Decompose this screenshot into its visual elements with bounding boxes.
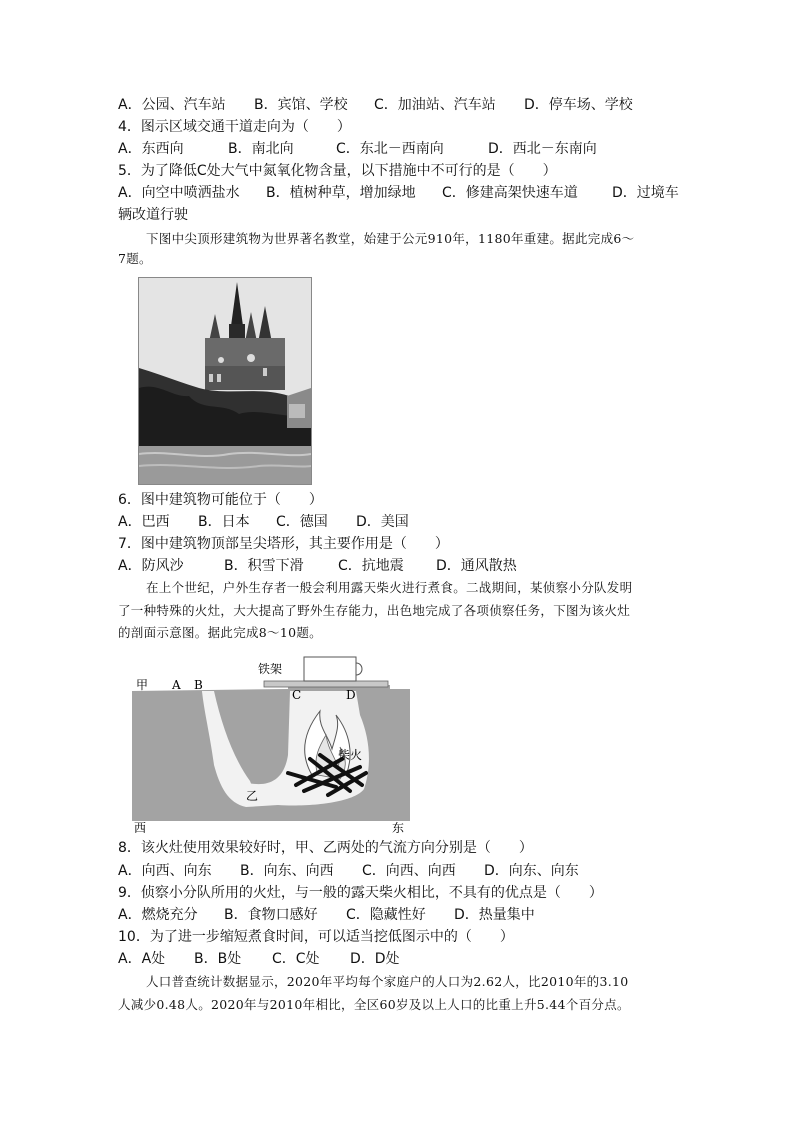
q7-option-a: A．防风沙 bbox=[118, 558, 184, 574]
q6-option-b: B．日本 bbox=[198, 514, 250, 530]
q10-option-c: C．C处 bbox=[272, 951, 320, 967]
q5-stem: 5．为了降低C处大气中氮氧化物含量，以下措施中不可行的是（ ） bbox=[118, 163, 557, 179]
q5-option-d-cont: 辆改道行驶 bbox=[118, 207, 188, 223]
q8-option-d: D．向东、向东 bbox=[484, 863, 579, 879]
q8-option-a: A．向西、向东 bbox=[118, 863, 212, 879]
intro-8-10-line2: 了一种特殊的火灶，大大提高了野外生存能力，出色地完成了各项侦察任务，下图为该火灶 bbox=[118, 603, 631, 618]
q5-option-d: D．过境车 bbox=[612, 185, 679, 201]
q9-option-c: C．隐藏性好 bbox=[346, 907, 426, 923]
q4-options bbox=[118, 139, 597, 159]
q5-option-c: C．修建高架快速车道 bbox=[442, 185, 578, 201]
q6-option-a: A．巴西 bbox=[118, 514, 170, 530]
intro-8-10-line3: 的剖面示意图。据此完成8～10题。 bbox=[118, 625, 322, 640]
q9-stem: 9．侦察小分队所用的火灶，与一般的露天柴火相比，不具有的优点是（ ） bbox=[118, 885, 603, 901]
intro-6-7-line2: 7题。 bbox=[118, 251, 152, 266]
label-a: A bbox=[172, 678, 181, 692]
q10-stem: 10．为了进一步缩短煮食时间，可以适当挖低图示中的（ ） bbox=[118, 929, 514, 945]
intro-census-line1: 人口普查统计数据显示，2020年平均每个家庭户的人口为2.62人，比2010年的3.10 bbox=[146, 974, 629, 989]
q4-stem: 4．图示区域交通干道走向为（ ） bbox=[118, 119, 351, 135]
stove-cross-section-diagram bbox=[128, 655, 413, 835]
intro-6-7-line1: 下图中尖顶形建筑物为世界著名教堂，始建于公元910年，1180年重建。据此完成6～ bbox=[146, 231, 635, 246]
q6-option-d: D．美国 bbox=[356, 514, 409, 530]
q3-options bbox=[118, 95, 633, 115]
q8-stem: 8．该火灶使用效果较好时，甲、乙两处的气流方向分别是（ ） bbox=[118, 840, 533, 856]
q4-option-a: A．东西向 bbox=[118, 141, 184, 157]
label-jia: 甲 bbox=[136, 678, 149, 692]
q6-stem: 6．图中建筑物可能位于（ ） bbox=[118, 492, 323, 508]
q6-options bbox=[118, 512, 409, 532]
q8-options bbox=[118, 861, 579, 881]
q10-options bbox=[118, 949, 400, 969]
q7-stem: 7．图中建筑物顶部呈尖塔形，其主要作用是（ ） bbox=[118, 536, 449, 552]
label-yi: 乙 bbox=[246, 789, 259, 803]
q10-option-b: B．B处 bbox=[194, 951, 242, 967]
label-c: C bbox=[292, 688, 302, 702]
q6-option-c: C．德国 bbox=[276, 514, 328, 530]
q3-option-a: A．公园、汽车站 bbox=[118, 97, 226, 113]
label-b: B bbox=[194, 678, 203, 692]
q4-option-d: D．西北－东南向 bbox=[488, 141, 597, 157]
q3-option-d: D．停车场、学校 bbox=[524, 97, 633, 113]
label-east: 东 bbox=[392, 821, 405, 835]
q9-option-a: A．燃烧充分 bbox=[118, 907, 198, 923]
label-west: 西 bbox=[134, 821, 147, 835]
label-d: D bbox=[346, 688, 356, 702]
q5-option-a: A．向空中喷洒盐水 bbox=[118, 185, 240, 201]
label-fire: 柴火 bbox=[338, 748, 363, 762]
q4-option-c: C．东北－西南向 bbox=[336, 141, 444, 157]
q3-option-c: C．加油站、汽车站 bbox=[374, 97, 496, 113]
cathedral-photo bbox=[138, 277, 312, 485]
q3-option-b: B．宾馆、学校 bbox=[254, 97, 348, 113]
q8-option-c: C．向西、向西 bbox=[362, 863, 456, 879]
intro-8-10-line1: 在上个世纪，户外生存者一般会利用露天柴火进行煮食。二战期间，某侦察小分队发明 bbox=[146, 580, 633, 595]
q8-option-b: B．向东、向西 bbox=[240, 863, 334, 879]
q5-options bbox=[118, 183, 679, 203]
intro-census-line2: 人减少0.48人。2020年与2010年相比，全区60岁及以上人口的比重上升5.44个百分点。 bbox=[118, 997, 630, 1012]
q9-options bbox=[118, 905, 535, 925]
q7-option-b: B．积雪下滑 bbox=[224, 558, 304, 574]
q4-option-b: B．南北向 bbox=[228, 141, 294, 157]
q9-option-b: B．食物口感好 bbox=[224, 907, 318, 923]
label-rack: 铁架 bbox=[258, 662, 283, 676]
q7-option-d: D．通风散热 bbox=[436, 558, 517, 574]
q5-option-b: B．植树种草，增加绿地 bbox=[266, 185, 416, 201]
q7-options bbox=[118, 556, 517, 576]
q10-option-d: D．D处 bbox=[350, 951, 400, 967]
q10-option-a: A．A处 bbox=[118, 951, 166, 967]
q9-option-d: D．热量集中 bbox=[454, 907, 535, 923]
q7-option-c: C．抗地震 bbox=[338, 558, 404, 574]
